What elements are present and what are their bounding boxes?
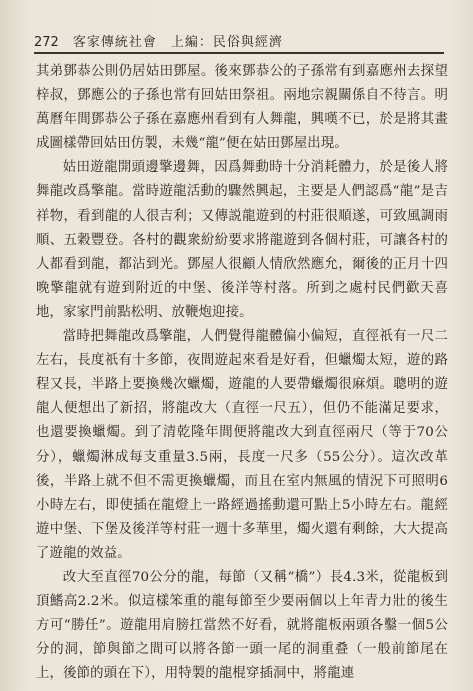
paragraph: 其弟鄧恭公則仍居姑田鄧屋。後來鄧恭公的子孫常有到嘉應州去探望梓叔，鄧應公的子孫也常有回姑田祭祖。兩地宗親關係自不待言。明萬曆年間鄧恭公子孫在嘉應州看到有人舞龍，興嘆不已，於是將其畫成圖樣帶回姑田仿製，未幾“龍”便在姑田鄧屋出現。 [36, 64, 448, 152]
book-title: 客家傳統社會 上編：民俗與經濟 [72, 35, 283, 50]
paragraph: 當時把舞龍改爲擎龍，人們覺得龍體偏小偏短，直徑祇有一尺二左右，長度祇有十多節，夜間遊起來看是好看，但蠟燭太短，遊的路程又長，半路上要換幾次蠟燭，遊龍的人要帶蠟燭很麻煩。聰明的遊龍人便想出了新招，將龍改大（直徑一尺五），但仍不能滿足要求，也還要換蠟燭。到了清乾隆年間便將龍改大到直徑兩尺（等于70公分），蠟燭淋成每支重量3.5兩，長度一尺多（55公分）。這次改革後，半路上就不但不需更換蠟燭，而且在室内無風的情況下可照明6小時左右，即使插在龍燈上一路經過搖動還可點上5小時左右。龍經遊中堡、下堡及後洋等村莊一週十多華里，燭火還有剩餘，大大提高了遊龍的效益。 [36, 329, 448, 561]
paragraph: 改大至直徑70公分的龍，每節（又稱“橋”）長4.3米，從龍板到頂鰭高2.2米。似這樣笨重的龍每節至少要兩個以上年青力壯的後生方可“勝任”。遊龍用肩膀扛當然不好看，就將龍板兩頭各鑿一個5公分的洞，節與節之間可以將各節一頭一尾的洞重叠（一般前節尾在上，後節的頭在下），用特製的龍棍穿插洞中，將龍連 [36, 569, 448, 682]
header-rule [34, 52, 444, 54]
paragraph: 姑田遊龍開頭邊擎邊舞，因爲舞動時十分消耗體力，於是後人將舞龍改爲擎龍。當時遊龍活動的驟然興起，主要是人們認爲“龍”是吉祥物，看到龍的人很吉利；又傳説龍遊到的村莊很順遂，可致風調雨順、五穀豐登。各村的觀衆紛紛要求將龍遊到各個村莊，可讓各村的人都看到龍，都沾到光。鄧屋人很顧人情欣然應允，爾後的正月十四晚擎龍就有遊到附近的中堡、後洋等村落。所到之處村民們歡天喜地，家家門前點松明、放鞭炮迎接。 [36, 160, 448, 320]
body-text [36, 60, 448, 686]
running-header [34, 28, 444, 50]
page-number: 272 [34, 35, 59, 50]
